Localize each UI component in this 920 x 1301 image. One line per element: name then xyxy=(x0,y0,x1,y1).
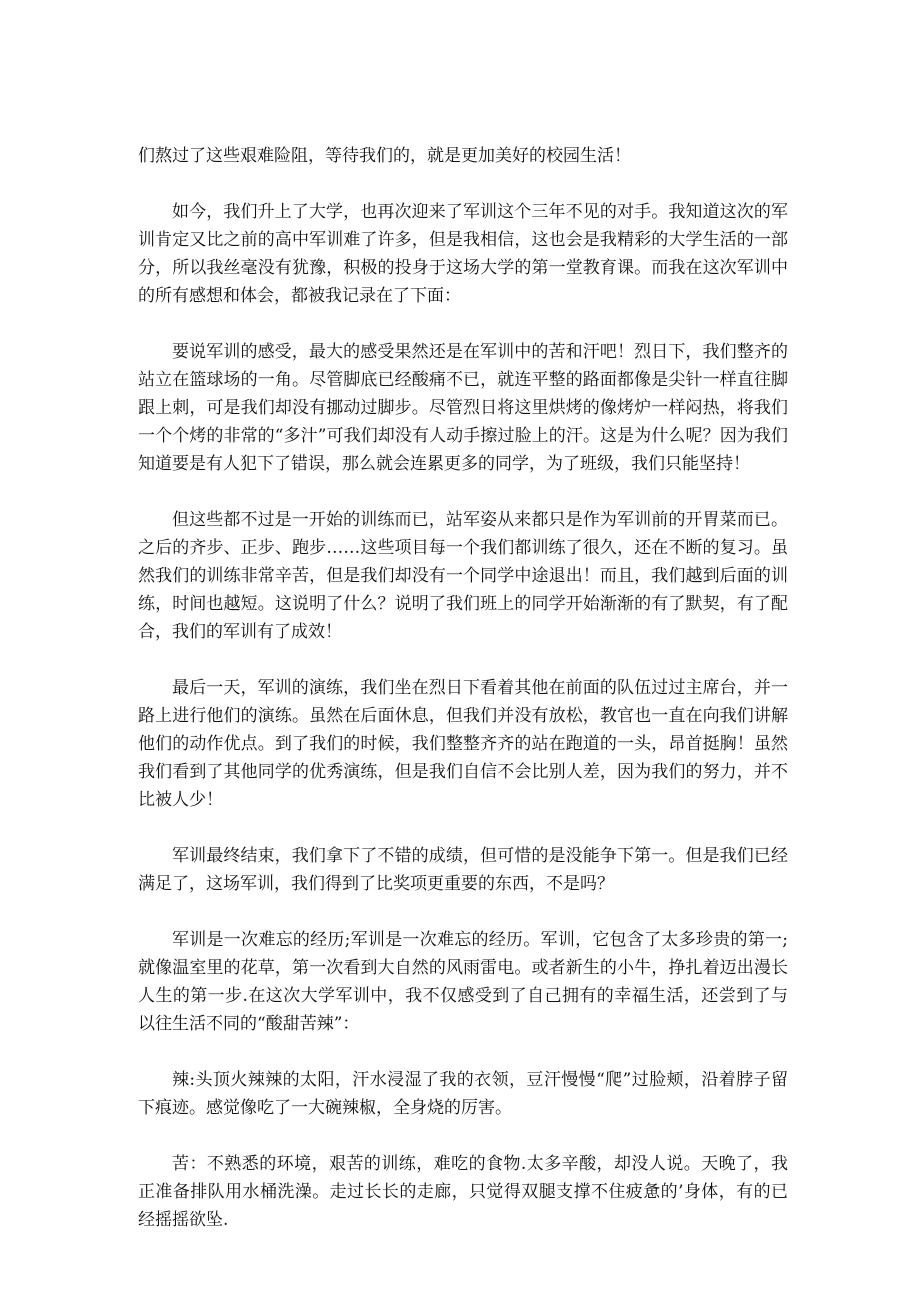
paragraph-bitter: 苦：不熟悉的环境，艰苦的训练，难吃的食物.太多辛酸，却没人说。天晚了，我正准备排队用水桶洗澡。走过长长的走廊，只觉得双腿支撑不住疲惫的’身体，有的已经摇摇欲坠. xyxy=(138,1154,788,1230)
paragraph-spicy: 辣:头顶火辣辣的太阳，汗水浸湿了我的衣领，豆汗慢慢“爬”过脸颊，沿着脖子留下痕迹。感觉像吃了一大碗辣椒，全身烧的厉害。 xyxy=(138,1070,788,1118)
paragraph-university-training: 如今，我们升上了大学，也再次迎来了军训这个三年不见的对手。我知道这次的军训肯定又比之前的高中军训难了许多，但是我相信，这也会是我精彩的大学生活的一部分，所以我丝毫没有犹豫，积极的投身于这场大学的第一堂教育课。而我在这次军训中的所有感想和体会，都被我记录在了下面： xyxy=(138,202,788,306)
paragraph-conclusion: 军训最终结束，我们拿下了不错的成绩，但可惜的是没能争下第一。但是我们已经满足了，这场军训，我们得到了比奖项更重要的东西，不是吗？ xyxy=(138,846,788,894)
paragraph-drills: 但这些都不过是一开始的训练而已，站军姿从来都只是作为军训前的开胃菜而已。之后的齐步、正步、跑步……这些项目每一个我们都训练了很久，还在不断的复习。虽然我们的训练非常辛苦，但是我们却没有一个同学中途退出！而且，我们越到后面的训练，时间也越短。这说明了什么？说明了我们班上的同学开始渐渐的有了默契，有了配合，我们的军训有了成效！ xyxy=(138,510,788,642)
paragraph-memorable-experience: 军训是一次难忘的经历;军训是一次难忘的经历。军训，它包含了太多珍贵的第一;就像温室里的花草，第一次看到大自然的风雨雷电。或者新生的小牛，挣扎着迈出漫长人生的第一步.在这次大学军训中，我不仅感受到了自己拥有的幸福生活，还尝到了与以往生活不同的“酸甜苦辣”： xyxy=(138,930,788,1034)
paragraph-continuation: 们熬过了这些艰难险阻，等待我们的，就是更加美好的校园生活！ xyxy=(138,146,631,166)
document-body xyxy=(138,142,788,1262)
paragraph-hardship-sweat: 要说军训的感受，最大的感受果然还是在军训中的苦和汗吧！烈日下，我们整齐的站立在篮球场的一角。尽管脚底已经酸痛不已，就连平整的路面都像是尖针一样直往脚跟上刺，可是我们却没有挪动过脚步。尽管烈日将这里烘烤的像烤炉一样闷热，将我们一个个烤的非常的“多汁”可我们却没有人动手擦过脸上的汗。这是为什么呢？因为我们知道要是有人犯下了错误，那么就会连累更多的同学，为了班级，我们只能坚持！ xyxy=(138,342,788,474)
paragraph-final-day: 最后一天，军训的演练，我们坐在烈日下看着其他在前面的队伍过过主席台，并一路上进行他们的演练。虽然在后面休息，但我们并没有放松，教官也一直在向我们讲解他们的动作优点。到了我们的时候，我们整整齐齐的站在跑道的一头，昂首挺胸！虽然我们看到了其他同学的优秀演练，但是我们自信不会比别人差，因为我们的努力，并不比被人少！ xyxy=(138,678,788,810)
